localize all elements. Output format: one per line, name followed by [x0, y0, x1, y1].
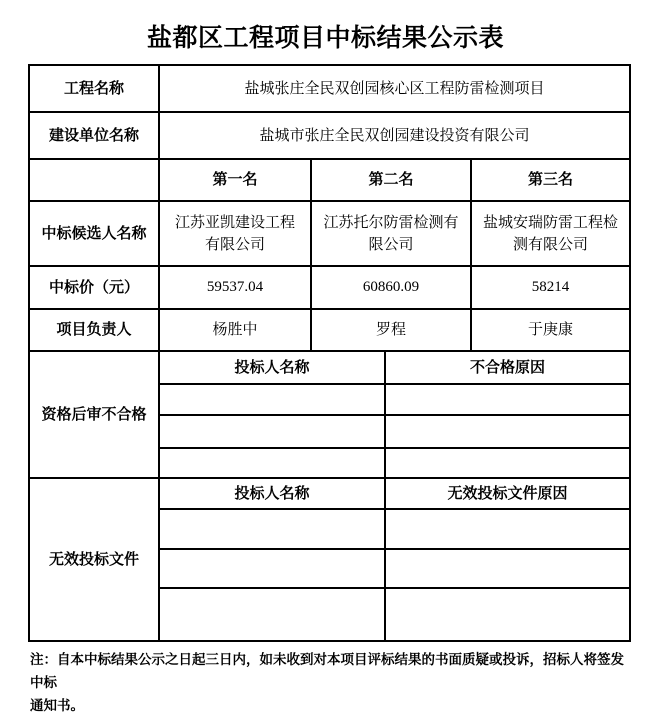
candidate-third: 盐城安瑞防雷工程检测有限公司	[471, 201, 630, 266]
invalid-bidder-header: 投标人名称	[159, 478, 385, 509]
rank-spacer-cell	[29, 159, 159, 201]
page-title: 盐都区工程项目中标结果公示表	[146, 24, 504, 52]
bid-price-label: 中标价（元）	[29, 266, 159, 309]
postqual-bidder-empty-cell	[159, 384, 385, 415]
project-name-value: 盐城张庄全民双创园核心区工程防雷检测项目	[159, 65, 630, 112]
footer-note	[30, 649, 628, 718]
invalid-section-label: 无效投标文件	[29, 478, 159, 641]
postqual-header-row	[29, 351, 630, 384]
project-name-row	[29, 65, 630, 112]
invalid-bidder-empty-cell	[159, 588, 385, 641]
rank-header-first: 第一名	[159, 159, 311, 201]
postqual-reason-header: 不合格原因	[385, 351, 630, 384]
bid-price-second: 60860.09	[311, 266, 471, 309]
candidate-second: 江苏托尔防雷检测有限公司	[311, 201, 471, 266]
project-manager-row	[29, 309, 630, 351]
bid-price-first: 59537.04	[159, 266, 311, 309]
postqual-bidder-empty-cell	[159, 448, 385, 478]
postqual-bidder-empty-cell	[159, 415, 385, 448]
footer-note-line2: 通知书。	[30, 697, 84, 713]
invalid-reason-header: 无效投标文件原因	[385, 478, 630, 509]
rank-header-third: 第三名	[471, 159, 630, 201]
postqual-section-label: 资格后审不合格	[29, 351, 159, 478]
postqual-reason-empty-cell	[385, 448, 630, 478]
invalid-reason-empty-cell	[385, 588, 630, 641]
invalid-bidder-empty-cell	[159, 509, 385, 549]
candidates-label: 中标候选人名称	[29, 201, 159, 266]
owner-name-value: 盐城市张庄全民双创园建设投资有限公司	[159, 112, 630, 159]
postqual-bidder-header: 投标人名称	[159, 351, 385, 384]
invalid-header-row	[29, 478, 630, 509]
project-manager-label: 项目负责人	[29, 309, 159, 351]
bid-result-table	[28, 64, 631, 642]
owner-name-label: 建设单位名称	[29, 112, 159, 159]
rank-header-second: 第二名	[311, 159, 471, 201]
manager-second: 罗程	[311, 309, 471, 351]
manager-third: 于庚康	[471, 309, 630, 351]
project-name-label: 工程名称	[29, 65, 159, 112]
candidates-row	[29, 201, 630, 266]
postqual-reason-empty-cell	[385, 415, 630, 448]
invalid-reason-empty-cell	[385, 549, 630, 588]
bid-price-third: 58214	[471, 266, 630, 309]
invalid-bidder-empty-cell	[159, 549, 385, 588]
candidate-first: 江苏亚凯建设工程有限公司	[159, 201, 311, 266]
manager-first: 杨胜中	[159, 309, 311, 351]
bid-price-row	[29, 266, 630, 309]
footer-note-line1: 注：自本中标结果公示之日起三日内，如未收到对本项目评标结果的书面质疑或投诉，招标人将签发中标	[30, 652, 624, 690]
owner-name-row	[29, 112, 630, 159]
postqual-reason-empty-cell	[385, 384, 630, 415]
rank-header-row	[29, 159, 630, 201]
invalid-reason-empty-cell	[385, 509, 630, 549]
